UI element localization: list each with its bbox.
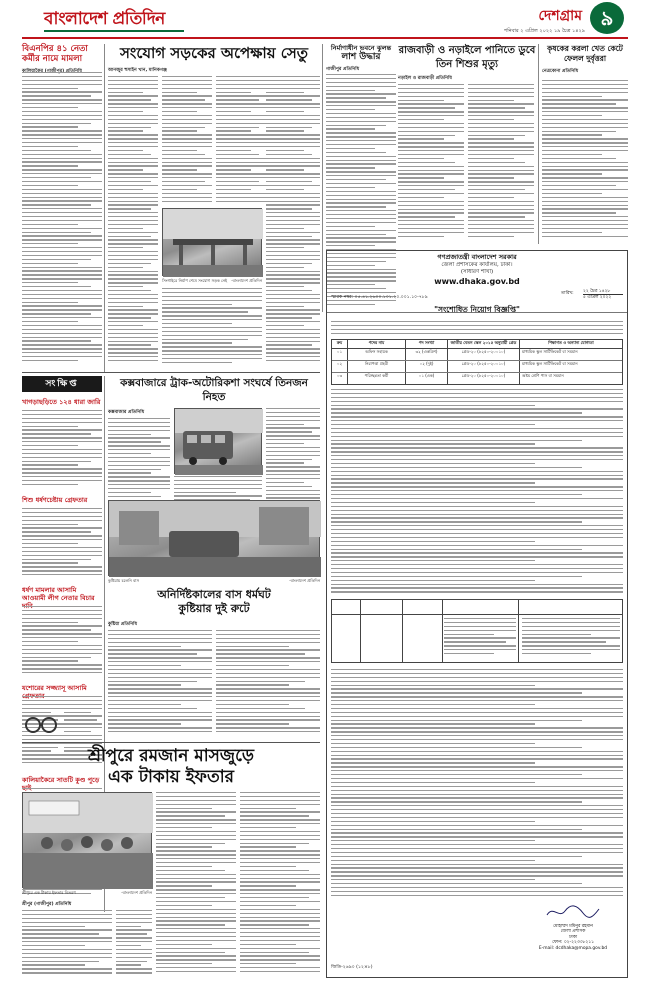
photo-caption [162, 278, 262, 283]
headline: লাশ উদ্ধার [341, 52, 381, 62]
body-text-col2 [162, 76, 212, 206]
crowd-illustration [23, 793, 153, 889]
cell-serial: ০১ [332, 349, 348, 360]
signatory-place: ঢাকা [568, 934, 578, 940]
logo-underline [44, 30, 184, 32]
headline: সংযোগ সড়কের অপেক্ষায় সেতু [119, 44, 309, 62]
masthead [0, 0, 650, 40]
fee-table-col [442, 600, 443, 662]
section-rule [22, 742, 320, 743]
ad-code: জিডি-২৬৯০ (১২×৮) [331, 965, 373, 970]
brief-title: ধর্ষণ মামলার আসামি আওয়ামী লীগ নেতার বিচার [22, 586, 95, 602]
caption-text: কুষ্টিয়ায় চলেনি বাস [108, 578, 140, 583]
story-bnp-case [22, 44, 102, 369]
story-bridge [108, 44, 320, 370]
cell-post: পরিচ্ছন্নতা কর্মী [348, 373, 406, 385]
headline-line1: শ্রীপুরে রমজান মাসজুড়ে [87, 746, 255, 766]
brief-label: সংক্ষিপ্ত [45, 379, 79, 389]
notice-title: "সংশোধিত নিয়োগ বিজ্ঞপ্তি" [434, 305, 520, 314]
body-text-col2b [162, 288, 262, 366]
cell-qualification: মাধ্যমিক স্কুল সার্টিফিকেট বা সমমান [522, 361, 578, 366]
body-text-col4 [116, 910, 152, 976]
brief-title: কালিয়াকৈরে সাতটি কুণ্ড পুড়ে [22, 776, 100, 784]
date-label: তারিখ: [561, 291, 574, 296]
signature-scribble [543, 903, 603, 921]
notice-instructions [331, 669, 623, 901]
kushtia-street-photo [108, 500, 320, 576]
government-name: গণপ্রজাতন্ত্রী বাংলাদেশ সরকার [437, 253, 517, 261]
bus-strike-photo [174, 408, 262, 474]
body-text-col3 [216, 76, 266, 206]
photo-credit: -বাংলাদেশ প্রতিদিন [231, 278, 262, 283]
fee-table-col [360, 600, 361, 662]
byline: কুষ্টিয়া প্রতিনিধি [108, 622, 138, 627]
body-text-col1 [108, 76, 158, 366]
table-header-row [332, 340, 622, 349]
brief-title: শিশু ধর্ষণচেষ্টায় গ্রেফতার [22, 496, 88, 504]
col-post: পদের নাম [348, 340, 406, 348]
story-kushtia-strike [108, 588, 320, 738]
page-number: ৯ [600, 6, 614, 30]
story-farmer [542, 44, 628, 244]
masthead-rule [22, 37, 628, 39]
memo-number: স্মারক নম্বর: ০৫.৪১.২৬০০.১০১.২০.০০১.১০-৭৮৯ [331, 295, 428, 300]
notice-header [327, 253, 627, 287]
headline-line1: অনির্দিষ্টকালের বাস ধর্মঘট [157, 588, 271, 601]
table-row [332, 349, 622, 361]
cell-post: নিরাপত্তা প্রহরী [348, 361, 406, 372]
headline-line2: এক টাকায় ইফতার [108, 767, 234, 787]
fee-table-col [402, 600, 403, 662]
section-rule [22, 372, 320, 373]
story-iftar [22, 746, 320, 980]
photo-credit: -বাংলাদেশ প্রতিদিন [121, 890, 152, 895]
bus-illustration [175, 409, 263, 475]
headline-line2: কুষ্টিয়ার দুই রুটে [178, 602, 250, 615]
cell-count: ০১ (এক) [406, 373, 448, 385]
headline: বিএনপির ৪১ নেতা কর্মীর নামে মামলা [22, 44, 88, 64]
date-en: ৫ এপ্রিল ২০২২ [583, 295, 612, 301]
headline: কৃষকের করলা খেত কেটে ফেলল দুর্বৃত্তরা [547, 44, 623, 63]
notice-intro [331, 321, 623, 339]
masthead-logo [44, 8, 184, 30]
cell-grade: গ্রেড-২০ (৮২৫০-২০০১০) [448, 349, 520, 360]
street-illustration [109, 501, 321, 577]
branch-name: (সাধারণ শাখা) [460, 268, 494, 275]
body-text-col2 [468, 84, 534, 239]
byline: আনজুর হুসাইন খান, মানিকগঞ্জ [108, 68, 167, 73]
posts-table [331, 339, 623, 385]
fee-table-col [518, 600, 519, 662]
bridge-illustration [163, 209, 263, 277]
cell-post: অফিস সহায়ক [348, 349, 406, 360]
logo-text: বাংলাদেশ প্রতিদিন [44, 9, 165, 29]
body-text-col3 [240, 792, 320, 976]
headline: কক্সবাজারে ট্রাক-অটোরিকশা সংঘর্ষে তিনজন নিহত [120, 377, 308, 403]
office-name: জেলা প্রশাসকের কার্যালয়, ঢাকা। [441, 261, 513, 268]
brief-title: যশোরের সজ্জ্যাসূ আসামি [22, 684, 87, 692]
signatory-title: জেলা প্রশাসক [560, 929, 586, 935]
cell-serial: ০৩ [332, 373, 348, 385]
byline: শ্রীপুর (গাজীপুর) প্রতিনিধি [22, 902, 72, 907]
column-divider [322, 44, 323, 312]
cell-grade: গ্রেড-২০ (৮২৫০-২০০১০) [448, 361, 520, 372]
byline: কক্সবাজার প্রতিনিধি [108, 410, 145, 415]
body-text-col1 [108, 630, 212, 736]
body-text-col1 [22, 910, 112, 976]
caption-text: সিংগাইরে নির্মাণ শেষে সংযোগ সড়ক নেই [162, 278, 228, 283]
brief-body [22, 606, 102, 680]
story-drowning [398, 44, 536, 244]
cell-qualification: অষ্টম শ্রেণি পাস বা সমমান [522, 373, 564, 378]
brief-body [22, 508, 102, 582]
cell-count: ০২ (দুই) [406, 361, 448, 372]
byline: গাজীপুর প্রতিনিধি [326, 67, 360, 72]
body-text-col1 [398, 84, 464, 239]
brief-title: খাগড়াছড়িতে ১২৪ ধারা জারি [22, 398, 101, 406]
table-row [332, 361, 622, 373]
col-grade: জাতীয় বেতন স্কেল ২০১৫ অনুযায়ী গ্রেড [448, 340, 520, 348]
byline: নড়াইল ও রাজবাড়ী প্রতিনিধি [398, 76, 452, 81]
brief-body [22, 410, 102, 490]
notice-date [561, 289, 623, 301]
fee-table-row [332, 614, 622, 615]
cell-qualification: মাধ্যমিক স্কুল সার্টিফিকেট বা সমমান [522, 349, 578, 354]
col-qualification: শিক্ষাগত ও অন্যান্য যোগ্যতা [548, 340, 594, 345]
headline: রাজবাড়ী ও নড়াইলে পানিতে ডুবে তিন শিশুর মৃত্যু [398, 45, 536, 70]
website: www.dhaka.gov.bd [434, 276, 520, 286]
dateline: শনিবার ২ এপ্রিল ২০২২ ১৯ চৈত্র ১৪২৯ [504, 28, 585, 34]
page-number-badge [590, 2, 624, 34]
table-row [332, 373, 622, 385]
brief-section-label [22, 376, 102, 392]
column-divider [538, 44, 539, 244]
body-text-col2 [156, 792, 236, 976]
cell-grade: গ্রেড-২০ (৮২৫০-২০০১০) [448, 373, 520, 385]
email: E-mail: dcdhaka@mopa.gov.bd [538, 945, 608, 951]
col-serial: ক্রম [332, 340, 348, 348]
bridge-photo [162, 208, 262, 276]
phone: ফোন: ০২-২২৩৩৮২১১ [552, 940, 594, 946]
fee-table [331, 599, 623, 663]
fee-table-text [522, 618, 620, 660]
photo-caption [22, 890, 152, 895]
cell-count: ৩২ (একত্রিশ) [406, 349, 448, 360]
body-text-col2 [216, 630, 320, 736]
byline: নেত্রকোনা প্রতিনিধি [542, 69, 579, 74]
iftar-photo [22, 792, 152, 888]
signature-block [523, 903, 623, 975]
photo-caption [108, 578, 320, 583]
signatory-name: মোহাম্মদ মমিনুর রহমান [553, 923, 593, 929]
kicker: নির্মাণাধীন ভবনে ঝুলন্ত [330, 44, 392, 52]
body-text-col4 [266, 76, 320, 366]
body-text [22, 72, 102, 362]
body-text [542, 80, 628, 240]
photo-credit: -বাংলাদেশ প্রতিদিন [289, 578, 320, 583]
caption-text: শ্রীপুরে এক টাকায় ইফতার বিতরণ [22, 890, 76, 895]
notice-conditions [331, 389, 623, 599]
column-divider [104, 44, 105, 372]
date-bn: ২২ চৈত্র ১৪২৮ [583, 289, 623, 295]
section-name: দেশগ্রাম [538, 8, 582, 24]
handcuff-icon [24, 714, 58, 736]
government-notice [326, 250, 628, 978]
col-count: পদ সংখ্যা [406, 340, 448, 348]
cell-serial: ০২ [332, 361, 348, 372]
fee-table-text [444, 618, 516, 660]
